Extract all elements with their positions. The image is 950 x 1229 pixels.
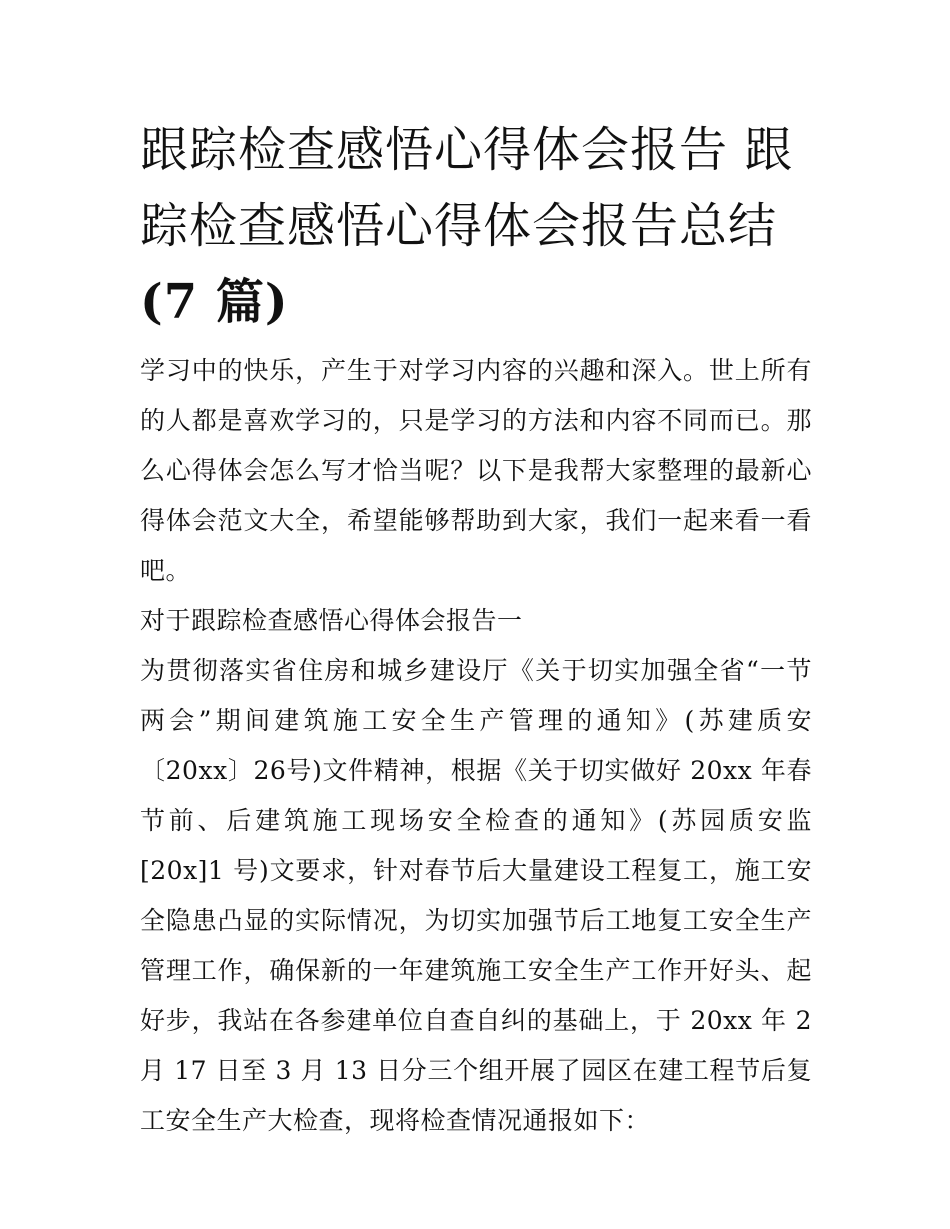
document-title — [140, 112, 812, 340]
body-paragraph: 为贯彻落实省住房和城乡建设厅《关于切实加强全省“一节两会”期间建筑施工安全生产管理的通知》(苏建质安〔20xx〕26号)文件精神，根据《关于切实做好 20xx 年春节前、后建筑施工现场安全检查的通知》(苏园质安监[20x]1 号)文要求，针对春节后大量建设工程复工，施工安全隐患凸显的实际情况，为切实加强节后工地复工安全生产管理工作，确保新的一年建筑施工安全生产工作开好头、起好步，我站在各参建单位自查自纠的基础上，于 20xx 年 2 月 17 日至 3 月 13 日分三个组开展了园区在建工程节后复工安全生产大检查，现将检查情况通报如下： — [140, 656, 812, 1135]
title-line-2: 踪检查感悟心得体会报告总结 — [140, 198, 778, 254]
title-line-1: 跟踪检查感悟心得体会报告 跟 — [140, 122, 794, 178]
document-page — [140, 112, 812, 1146]
title-line-3: (7 篇) — [140, 274, 289, 330]
intro-paragraph: 学习中的快乐，产生于对学习内容的兴趣和深入。世上所有的人都是喜欢学习的，只是学习的方法和内容不同而已。那么心得体会怎么写才恰当呢？以下是我帮大家整理的最新心得体会范文大全，希望能够帮助到大家，我们一起来看一看吧。 — [140, 356, 812, 585]
section-heading: 对于跟踪检查感悟心得体会报告一 — [140, 606, 523, 635]
